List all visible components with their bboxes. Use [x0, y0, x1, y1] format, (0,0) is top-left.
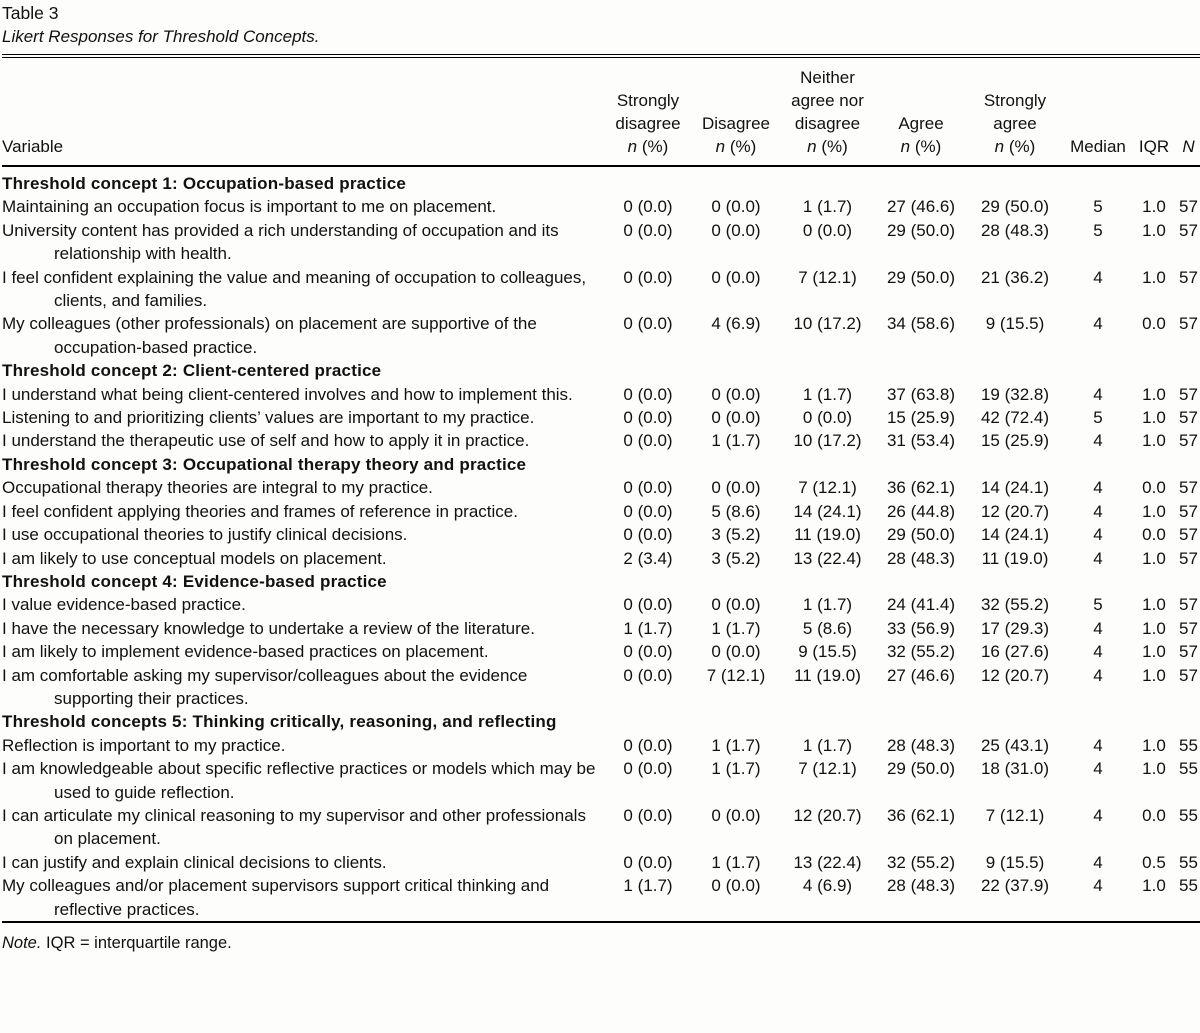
- value-cell: 57: [1179, 642, 1198, 662]
- value-cell: 0 (0.0): [711, 220, 761, 240]
- n-symbol: n: [900, 137, 911, 156]
- value-cell: 1 (1.7): [711, 759, 761, 779]
- n-pct-sublabel: [782, 135, 873, 158]
- value-cell: 0 (0.0): [711, 642, 761, 662]
- value-cell: 1 (1.7): [802, 384, 853, 404]
- value-cell: 4: [1093, 431, 1103, 451]
- value-cell: 19 (32.8): [980, 384, 1050, 404]
- n-pct-sublabel: [877, 135, 965, 158]
- value-cell: 1.0: [1142, 384, 1166, 404]
- value-cell: 24 (41.4): [886, 595, 956, 615]
- value-cell: 55: [1179, 876, 1198, 896]
- value-cell: 1.0: [1142, 408, 1166, 428]
- variable-cell: Reflection is important to my practice.: [2, 735, 286, 755]
- value-cell: 1 (1.7): [802, 735, 853, 755]
- value-cell: 0 (0.0): [711, 408, 761, 428]
- value-cell: 5: [1093, 220, 1103, 240]
- value-cell: 57: [1179, 384, 1198, 404]
- variable-cell: I understand the therapeutic use of self and how to apply it in practice.: [2, 431, 530, 451]
- value-cell: 57: [1179, 595, 1198, 615]
- variable-cell: I am knowledgeable about specific reflective practices or models which may be used to guide reflection.: [2, 759, 596, 802]
- value-cell: 33 (56.9): [886, 618, 956, 638]
- value-cell: 57: [1179, 501, 1198, 521]
- value-cell: 57: [1179, 220, 1198, 240]
- value-cell: 1.0: [1142, 595, 1166, 615]
- value-cell: 5 (8.6): [802, 618, 853, 638]
- value-cell: 1 (1.7): [623, 876, 673, 896]
- value-cell: 55: [1179, 759, 1198, 779]
- likert-header-label: Strongly disagree: [615, 91, 681, 133]
- value-cell: 1.0: [1142, 267, 1166, 287]
- value-cell: 0 (0.0): [711, 197, 761, 217]
- column-header-n: [1175, 56, 1200, 166]
- table-row: [2, 312, 1200, 359]
- value-cell: 0 (0.0): [623, 735, 673, 755]
- value-cell: 1.0: [1142, 501, 1166, 521]
- value-cell: 57: [1179, 408, 1198, 428]
- value-cell: 14 (24.1): [793, 501, 862, 521]
- value-cell: 28 (48.3): [886, 548, 956, 568]
- column-header-strongly-disagree: [604, 56, 692, 166]
- value-cell: 0 (0.0): [711, 267, 761, 287]
- value-cell: 7 (12.1): [798, 478, 857, 498]
- table-body: [2, 166, 1200, 922]
- value-cell: 57: [1179, 314, 1198, 334]
- variable-cell: I have the necessary knowledge to undertake a review of the literature.: [2, 618, 535, 638]
- likert-header-label: Disagree: [701, 114, 771, 133]
- table-row: [2, 195, 1200, 218]
- value-cell: 1.0: [1142, 431, 1166, 451]
- table-row: [2, 664, 1200, 711]
- value-cell: 28 (48.3): [886, 876, 956, 896]
- median-header-label: Median: [1070, 137, 1126, 156]
- value-cell: 7 (12.1): [706, 665, 766, 685]
- table-caption: Likert Responses for Threshold Concepts.: [2, 27, 320, 46]
- value-cell: 11 (19.0): [981, 548, 1049, 568]
- value-cell: 12 (20.7): [793, 805, 862, 825]
- value-cell: 0.0: [1142, 314, 1166, 334]
- variable-cell: I understand what being client-centered involves and how to implement this.: [2, 384, 573, 404]
- variable-cell: I feel confident explaining the value and meaning of occupation to colleagues, clients, and families.: [2, 267, 587, 311]
- table-row: [2, 523, 1200, 546]
- value-cell: 0 (0.0): [623, 267, 673, 287]
- variable-cell: My colleagues and/or placement supervisors support critical thinking and reflective practices.: [2, 876, 550, 919]
- n-pct-sublabel: [969, 135, 1061, 158]
- pct-symbol: (%): [637, 137, 669, 156]
- value-cell: 5: [1093, 408, 1103, 428]
- value-cell: 0 (0.0): [623, 805, 673, 825]
- section-heading-row: [2, 166, 1200, 195]
- section-heading: Threshold concept 4: Evidence-based practice: [2, 571, 387, 591]
- column-header-median: [1063, 56, 1133, 166]
- section-heading: Threshold concept 3: Occupational therapy theory and practice: [2, 454, 527, 474]
- value-cell: 15 (25.9): [980, 431, 1050, 451]
- value-cell: 0 (0.0): [623, 642, 673, 662]
- table-row: [2, 219, 1200, 266]
- value-cell: 0 (0.0): [623, 595, 673, 615]
- value-cell: 57: [1179, 431, 1198, 451]
- value-cell: 12 (20.7): [980, 501, 1050, 521]
- value-cell: 4: [1093, 548, 1103, 568]
- value-cell: 9 (15.5): [798, 642, 857, 662]
- value-cell: 1.0: [1142, 618, 1166, 638]
- section-heading-row: [2, 359, 1200, 382]
- table-row: [2, 757, 1200, 804]
- table-row: [2, 804, 1200, 851]
- note-prefix: Note.: [2, 934, 42, 952]
- value-cell: 4 (6.9): [711, 314, 761, 334]
- value-cell: 18 (31.0): [980, 759, 1050, 779]
- value-cell: 4 (6.9): [802, 876, 853, 896]
- value-cell: 10 (17.2): [793, 314, 862, 334]
- value-cell: 9 (15.5): [985, 852, 1045, 872]
- value-cell: 0 (0.0): [623, 431, 673, 451]
- table-row: [2, 383, 1200, 406]
- value-cell: 4: [1093, 478, 1103, 498]
- value-cell: 0 (0.0): [623, 525, 673, 545]
- value-cell: 0 (0.0): [623, 384, 673, 404]
- section-heading-row: [2, 453, 1200, 476]
- value-cell: 4: [1093, 267, 1103, 287]
- column-header-strongly-agree: [967, 56, 1063, 166]
- value-cell: 55: [1179, 735, 1198, 755]
- variable-cell: My colleagues (other professionals) on placement are supportive of the occupation-based practice.: [2, 314, 537, 357]
- value-cell: 0 (0.0): [711, 805, 761, 825]
- value-cell: 4: [1093, 665, 1103, 685]
- value-cell: 42 (72.4): [980, 408, 1050, 428]
- value-cell: 22 (37.9): [980, 876, 1050, 896]
- table-row: [2, 406, 1200, 429]
- column-header-disagree: [692, 56, 780, 166]
- value-cell: 57: [1179, 665, 1198, 685]
- value-cell: 0 (0.0): [802, 408, 853, 428]
- value-cell: 1.0: [1142, 759, 1166, 779]
- section-heading: Threshold concept 1: Occupation-based practice: [2, 174, 407, 193]
- variable-cell: I am comfortable asking my supervisor/colleagues about the evidence supporting their practices.: [2, 665, 528, 708]
- likert-header-label: Agree: [898, 114, 944, 133]
- value-cell: 3 (5.2): [711, 548, 761, 568]
- value-cell: 29 (50.0): [886, 220, 956, 240]
- value-cell: 57: [1179, 478, 1198, 498]
- value-cell: 7 (12.1): [798, 759, 857, 779]
- value-cell: 1.0: [1142, 197, 1166, 217]
- value-cell: 4: [1093, 805, 1103, 825]
- n-pct-sublabel: [694, 135, 778, 158]
- table-row: [2, 851, 1200, 874]
- value-cell: 1 (1.7): [711, 852, 761, 872]
- header-row: [2, 56, 1200, 166]
- section-heading-row: [2, 570, 1200, 593]
- value-cell: 0 (0.0): [802, 220, 853, 240]
- value-cell: 29 (50.0): [980, 197, 1050, 217]
- value-cell: 1 (1.7): [623, 618, 673, 638]
- value-cell: 29 (50.0): [886, 759, 956, 779]
- value-cell: 2 (3.4): [623, 548, 673, 568]
- pct-symbol: (%): [725, 137, 757, 156]
- table-title-block: [2, 2, 1198, 48]
- value-cell: 0 (0.0): [623, 314, 673, 334]
- section-heading: Threshold concept 2: Client-centered practice: [2, 361, 382, 381]
- value-cell: 12 (20.7): [980, 665, 1050, 685]
- value-cell: 1.0: [1142, 876, 1166, 896]
- table-row: [2, 266, 1200, 313]
- variable-cell: Listening to and prioritizing clients’ values are important to my practice.: [2, 408, 535, 428]
- value-cell: 28 (48.3): [886, 735, 956, 755]
- iqr-header-label: IQR: [1138, 137, 1170, 156]
- value-cell: 36 (62.1): [886, 805, 956, 825]
- table-header: [2, 56, 1200, 166]
- value-cell: 0 (0.0): [623, 220, 673, 240]
- n-pct-sublabel: [606, 135, 690, 158]
- value-cell: 31 (53.4): [886, 431, 956, 451]
- value-cell: 1.0: [1142, 642, 1166, 662]
- variable-cell: I can justify and explain clinical decisions to clients.: [2, 852, 387, 872]
- column-header-iqr: [1133, 56, 1175, 166]
- value-cell: 0.0: [1142, 478, 1166, 498]
- value-cell: 1.0: [1142, 548, 1166, 568]
- section-heading: Threshold concepts 5: Thinking critically, reasoning, and reflecting: [2, 712, 557, 732]
- table-row: [2, 429, 1200, 452]
- value-cell: 0 (0.0): [623, 759, 673, 779]
- value-cell: 10 (17.2): [793, 431, 862, 451]
- value-cell: 1.0: [1142, 220, 1166, 240]
- column-header-variable: [2, 56, 604, 166]
- section-heading-row: [2, 710, 1200, 733]
- value-cell: 0.5: [1142, 852, 1166, 872]
- value-cell: 1 (1.7): [802, 197, 853, 217]
- value-cell: 13 (22.4): [793, 852, 862, 872]
- value-cell: 1.0: [1142, 735, 1166, 755]
- column-header-neither: [780, 56, 875, 166]
- value-cell: 57: [1179, 525, 1198, 545]
- value-cell: 15 (25.9): [886, 408, 956, 428]
- value-cell: 27 (46.6): [886, 665, 956, 685]
- n-symbol: n: [627, 137, 638, 156]
- value-cell: 28 (48.3): [980, 220, 1050, 240]
- value-cell: 4: [1093, 852, 1103, 872]
- value-cell: 4: [1093, 876, 1103, 896]
- value-cell: 17 (29.3): [980, 618, 1050, 638]
- value-cell: 57: [1179, 548, 1198, 568]
- table-row: [2, 593, 1200, 616]
- table-row: [2, 500, 1200, 523]
- value-cell: 57: [1179, 618, 1198, 638]
- variable-cell: I am likely to use conceptual models on placement.: [2, 548, 387, 568]
- value-cell: 1.0: [1142, 665, 1166, 685]
- value-cell: 14 (24.1): [980, 525, 1050, 545]
- value-cell: 7 (12.1): [798, 267, 857, 287]
- value-cell: 11 (19.0): [794, 525, 861, 545]
- likert-header-label: Neither agree nor disagree: [791, 68, 864, 133]
- value-cell: 57: [1179, 267, 1198, 287]
- value-cell: 11 (19.0): [794, 665, 861, 685]
- value-cell: 0 (0.0): [711, 595, 761, 615]
- variable-cell: I am likely to implement evidence-based practices on placement.: [2, 642, 489, 662]
- value-cell: 25 (43.1): [980, 735, 1050, 755]
- variable-cell: I use occupational theories to justify clinical decisions.: [2, 525, 408, 545]
- value-cell: 0 (0.0): [711, 478, 761, 498]
- value-cell: 32 (55.2): [886, 642, 956, 662]
- value-cell: 0 (0.0): [623, 665, 673, 685]
- value-cell: 0 (0.0): [623, 501, 673, 521]
- value-cell: 55: [1179, 852, 1198, 872]
- variable-cell: Maintaining an occupation focus is important to me on placement.: [2, 197, 497, 217]
- value-cell: 55: [1179, 805, 1198, 825]
- value-cell: 36 (62.1): [886, 478, 956, 498]
- value-cell: 0 (0.0): [711, 384, 761, 404]
- variable-cell: I feel confident applying theories and frames of reference in practice.: [2, 501, 518, 521]
- value-cell: 0.0: [1142, 805, 1166, 825]
- value-cell: 26 (44.8): [886, 501, 956, 521]
- value-cell: 1 (1.7): [711, 618, 761, 638]
- pct-symbol: (%): [1004, 137, 1036, 156]
- value-cell: 27 (46.6): [886, 197, 956, 217]
- n-total-header-label: N: [1182, 137, 1195, 156]
- value-cell: 1 (1.7): [802, 595, 853, 615]
- value-cell: 1 (1.7): [711, 735, 761, 755]
- variable-cell: Occupational therapy theories are integral to my practice.: [2, 478, 433, 498]
- table-row: [2, 734, 1200, 757]
- table-row: [2, 874, 1200, 922]
- value-cell: 4: [1093, 501, 1103, 521]
- value-cell: 4: [1093, 735, 1103, 755]
- value-cell: 14 (24.1): [980, 478, 1050, 498]
- value-cell: 5: [1093, 595, 1103, 615]
- value-cell: 5: [1093, 197, 1103, 217]
- value-cell: 4: [1093, 759, 1103, 779]
- value-cell: 21 (36.2): [980, 267, 1050, 287]
- table-row: [2, 617, 1200, 640]
- value-cell: 3 (5.2): [711, 525, 761, 545]
- pct-symbol: (%): [910, 137, 942, 156]
- value-cell: 0 (0.0): [623, 197, 673, 217]
- value-cell: 13 (22.4): [793, 548, 862, 568]
- value-cell: 4: [1093, 618, 1103, 638]
- note-text: IQR = interquartile range.: [41, 934, 232, 952]
- value-cell: 0 (0.0): [623, 408, 673, 428]
- likert-table: [2, 54, 1200, 923]
- n-symbol: n: [994, 137, 1005, 156]
- pct-symbol: (%): [816, 137, 848, 156]
- table-row: [2, 476, 1200, 499]
- likert-header-label: Strongly agree: [983, 91, 1047, 133]
- value-cell: 0 (0.0): [623, 852, 673, 872]
- table-number: Table 3: [2, 3, 59, 23]
- value-cell: 4: [1093, 642, 1103, 662]
- value-cell: 16 (27.6): [980, 642, 1050, 662]
- value-cell: 4: [1093, 525, 1103, 545]
- value-cell: 57: [1179, 197, 1198, 217]
- variable-cell: I can articulate my clinical reasoning to my supervisor and other professionals on placement.: [2, 805, 586, 849]
- value-cell: 0 (0.0): [711, 876, 761, 896]
- value-cell: 1 (1.7): [711, 431, 761, 451]
- value-cell: 7 (12.1): [985, 805, 1045, 825]
- column-header-agree: [875, 56, 967, 166]
- value-cell: 0 (0.0): [623, 478, 673, 498]
- value-cell: 29 (50.0): [886, 525, 956, 545]
- table-row: [2, 640, 1200, 663]
- n-symbol: n: [807, 137, 817, 156]
- variable-cell: University content has provided a rich understanding of occupation and its relationship with health.: [2, 220, 559, 264]
- value-cell: 34 (58.6): [886, 314, 956, 334]
- table-note: [2, 932, 1198, 955]
- value-cell: 37 (63.8): [886, 384, 956, 404]
- n-symbol: n: [715, 137, 726, 156]
- table-row: [2, 547, 1200, 570]
- value-cell: 32 (55.2): [886, 852, 956, 872]
- value-cell: 5 (8.6): [711, 501, 761, 521]
- value-cell: 29 (50.0): [886, 267, 956, 287]
- value-cell: 32 (55.2): [980, 595, 1050, 615]
- variable-cell: I value evidence-based practice.: [2, 595, 246, 615]
- value-cell: 4: [1093, 384, 1103, 404]
- value-cell: 4: [1093, 314, 1103, 334]
- variable-header-label: Variable: [2, 137, 64, 156]
- value-cell: 0.0: [1142, 525, 1166, 545]
- value-cell: 9 (15.5): [985, 314, 1045, 334]
